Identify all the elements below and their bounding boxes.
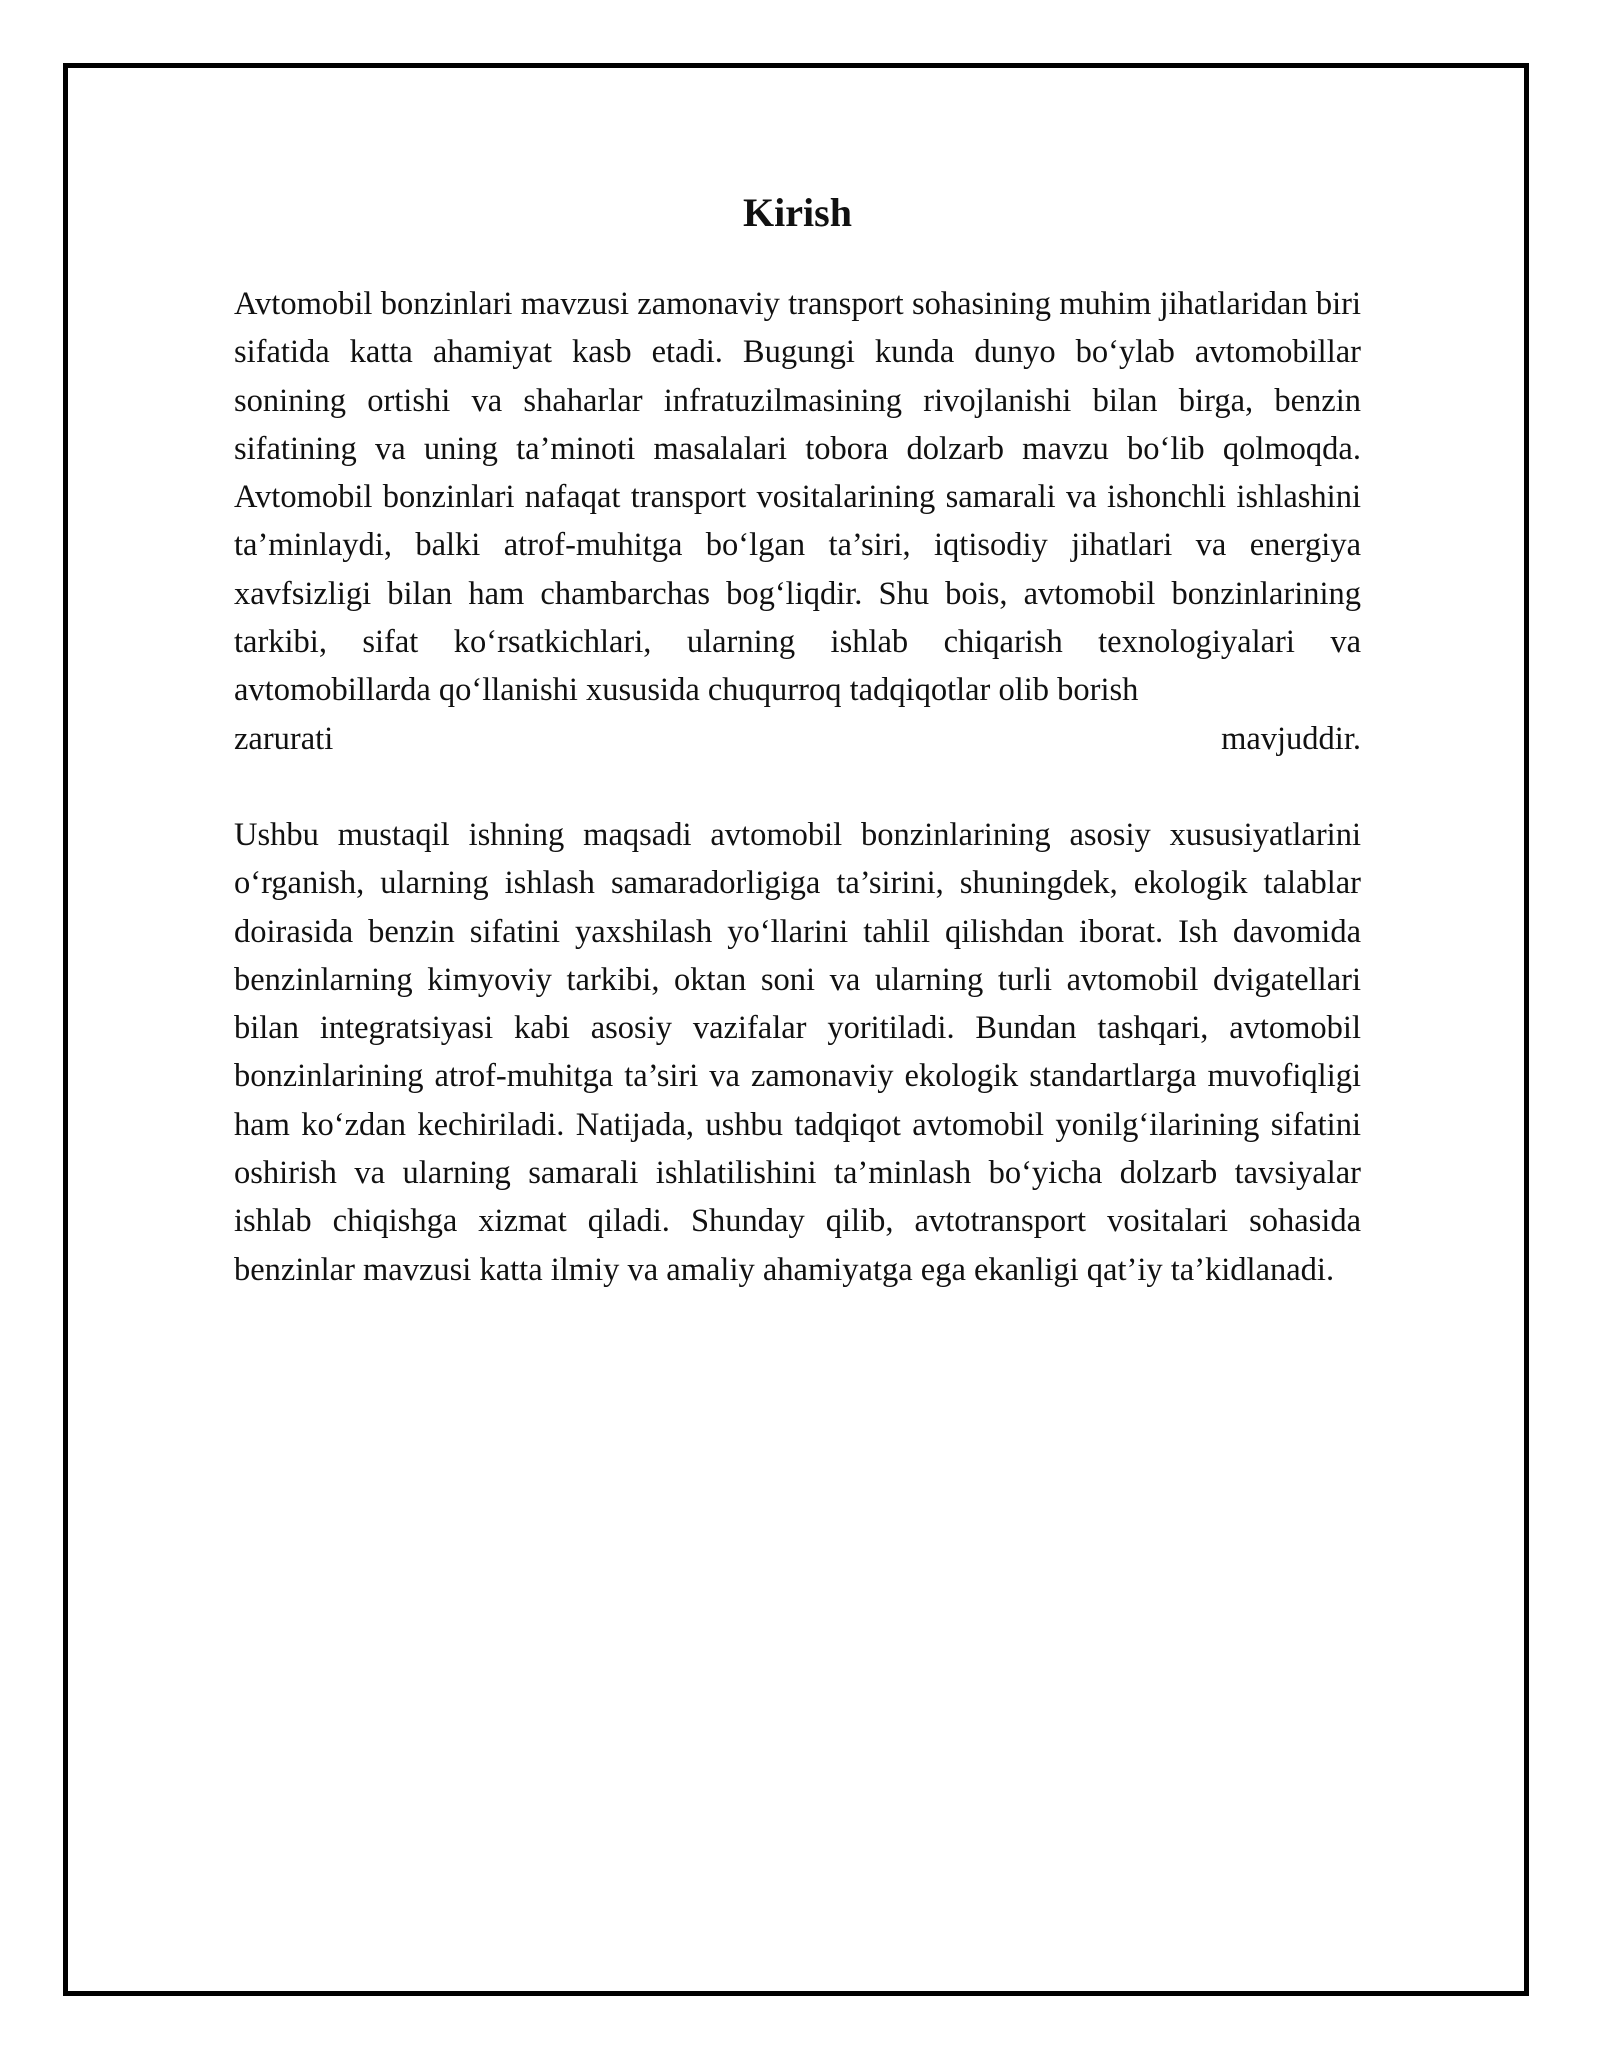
paragraph-intro-last-line: [234, 715, 1361, 763]
paragraph-purpose: Ushbu mustaqil ishning maqsadi avtomobil bonzinlarining asosiy xususiyatlarini o‘rganish, ularning ishlash samaradorligiga ta’sirini, shuningdek, ekologik talablar doirasida benzin sifatini yaxshilash yo‘llarini tahlil qilishdan iborat. Ish davomida benzinlarning kimyoviy tarkibi, oktan soni va ularning turli avtomobil dvigatellari bilan integratsiyasi kabi asosiy vazifalar yoritiladi. Bundan tashqari, avtomobil bonzinlarining atrof-muhitga ta’siri va zamonaviy ekologik standartlarga muvofiqligi ham ko‘zdan kechiriladi. Natijada, ushbu tadqiqot avtomobil yonilg‘ilarining sifatini oshirish va ularning samarali ishlatilishini ta’minlash bo‘yicha dolzarb tavsiyalar ishlab chiqishga xizmat qiladi. Shunday qilib, avtotransport vositalari sohasida benzinlar mavzusi katta ilmiy va amaliy ahamiyatga ega ekanligi qat’iy ta’kidlanadi.: [234, 816, 1361, 1288]
page-title: Kirish: [743, 190, 852, 235]
document-body: [234, 188, 1361, 1294]
last-line-left-word: zarurati: [234, 720, 334, 757]
paragraph-intro-text: Avtomobil bonzinlari mavzusi zamonaviy transport sohasining muhim jihatlaridan biri sifatida katta ahamiyat kasb etadi. Bugungi kunda dunyo bo‘ylab avtomobillar sonining ortishi va shaharlar infratuzilmasining rivojlanishi bilan birga, benzin sifatining va uning ta’minoti masalalari tobora dolzarb mavzu bo‘lib qolmoqda. Avtomobil bonzinlari nafaqat transport vositalarining samarali va ishonchli ishlashini ta’minlaydi, balki atrof-muhitga bo‘lgan ta’siri, iqtisodiy jihatlari va energiya xavfsizligi bilan ham chambarchas bog‘liqdir. Shu bois, avtomobil bonzinlarining tarkibi, sifat ko‘rsatkichlari, ularning ishlab chiqarish texnologiyalari va avtomobillarda qo‘llanishi xususida chuqurroq tadqiqotlar olib borish: [234, 286, 1361, 709]
paragraph-intro: [234, 280, 1361, 763]
last-line-right-word: mavjuddir.: [1221, 720, 1361, 757]
